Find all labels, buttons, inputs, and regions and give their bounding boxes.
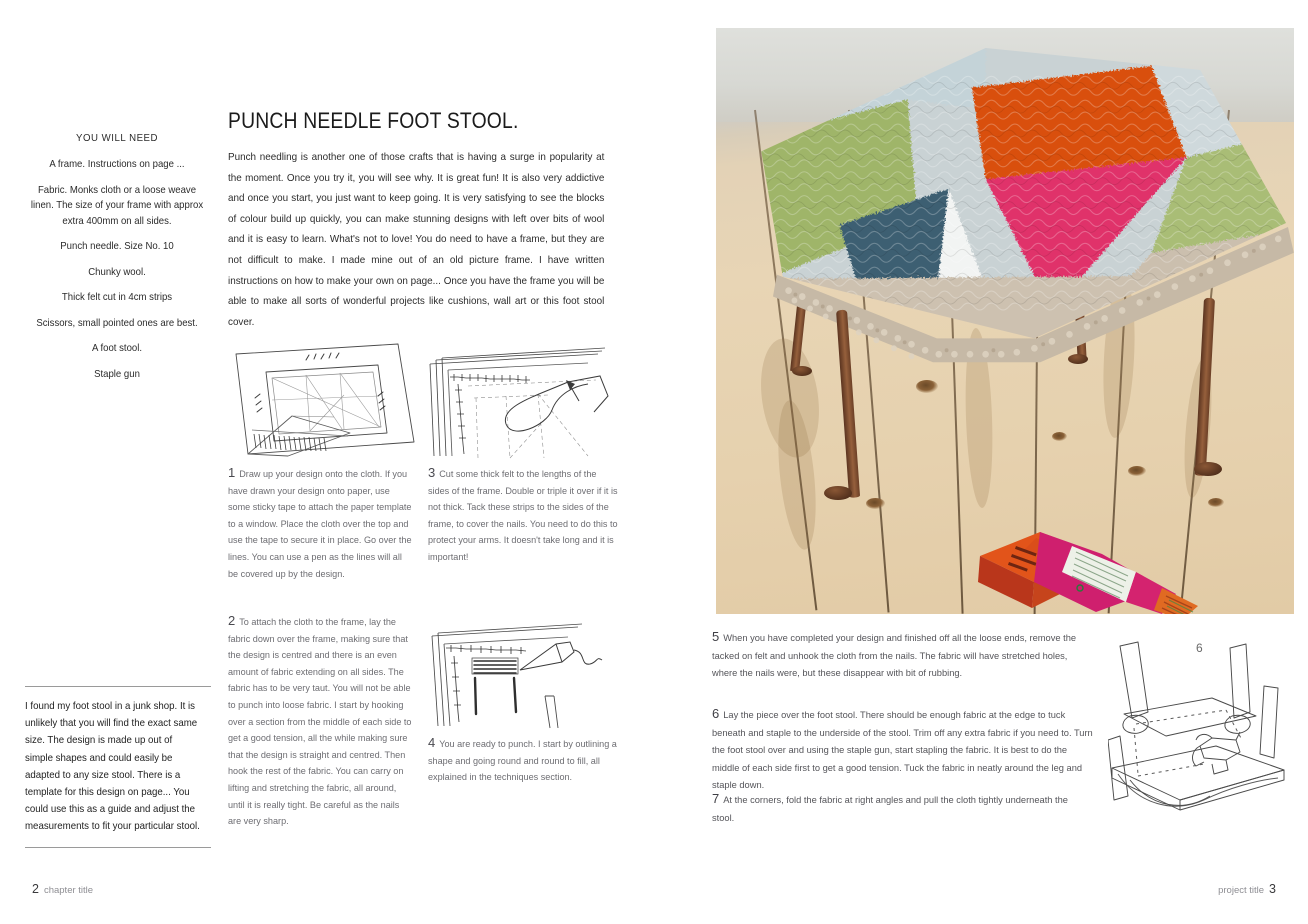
step-text: To attach the cloth to the frame, lay the fabric down over the frame, making sure that the design is centred and there is an even amount of fabric extending on all sides. The fabric has to be very taut. You will not be able to punch into loose fabric. I start by hooking over a section from the middle of each side to get a good tension, all the while making sure that the design is straight and centred. Then hook the rest of the fabric. You can carry on lifting and stretching the fabric, all around, until it is really tight. Be careful as the nails are very sharp.	[228, 617, 412, 827]
personal-note-box	[25, 686, 211, 848]
you-will-need-panel	[22, 132, 212, 392]
need-item: Thick felt cut in 4cm strips	[61, 292, 173, 303]
need-item: Staple gun	[94, 368, 140, 380]
step-number: 7	[712, 791, 720, 806]
article-block	[228, 108, 616, 333]
step-7	[712, 790, 1082, 827]
article-intro: Punch needling is another one of those crafts that is having a surge in popularity at the moment. Once you try it, you will see why. It is great fun! It is also very addictive and once you start, you just want to keep going. It is very satisfying to see the blocks of colour build up quickly, you can make stunning designs with left over bits of wool and it is easy to learn. What's not to love! You do need to have a frame, but they are not difficult to make. I made mine out of an old picture frame. I have written instructions on how to make your own on page... Once you have the frame you will be able to make all sorts of wonderful projects like cushions, wall art or this foot stool cover.	[228, 152, 605, 328]
step-number: 2	[228, 613, 236, 628]
right-page-footer	[1218, 882, 1276, 896]
step-text: Lay the piece over the foot stool. There should be enough fabric at the edge to tuck beneath and staple to the underside of the stool. Trim off any extra fabric if you need to. Turn the foot stool over and using the staple gun, start stapling the fabric. It is best to do the middle of each side first to get a good tension. Tuck the fabric in neatly around the leg and staple down.	[712, 710, 1093, 791]
cloth-over-frame-diagram	[230, 338, 420, 460]
step-2	[228, 613, 414, 830]
step-6	[712, 705, 1095, 795]
step-text: When you have completed your design and finished off all the loose ends, remove the tacked on felt and unhook the cloth from the nails. The fabric will have stretched holes, where the nails were, but these disappear with bit of rubbing.	[712, 633, 1077, 679]
step-number: 6	[712, 706, 720, 721]
need-item: Punch needle. Size No. 10	[60, 241, 174, 252]
step-4	[428, 735, 620, 786]
punch-needle-foot-stool-photo	[716, 28, 1294, 614]
stack-of-books	[976, 510, 1206, 614]
need-item: Scissors, small pointed ones are best.	[36, 317, 198, 329]
right-folio: 3	[1269, 882, 1276, 896]
note-text: I found my foot stool in a junk shop. It is unlikely that you will find the exact same size. The design is made up out of simple shapes and could easily be adapted to any size stool. There is a template for this design on page... You could use this as a guide and adjust the measurements to fit your particular stool.	[25, 701, 200, 833]
need-item: A foot stool.	[91, 343, 143, 354]
left-footer-text: chapter title	[43, 885, 94, 896]
need-item: Chunky wool.	[88, 266, 146, 278]
step-3	[428, 465, 620, 566]
right-footer-text: project title	[1218, 885, 1265, 896]
step-1	[228, 465, 414, 582]
left-page-footer	[32, 882, 93, 896]
frame-corner-hooking-diagram	[428, 338, 620, 460]
step-text: Draw up your design onto the cloth. If you have drawn your design onto paper, use some sticky tape to attach the paper template to a window. Place the cloth over the top and use the tape to secure it in place. Go over the lines. You can use a pen as the lines will all be covered up by the design.	[228, 469, 412, 579]
punch-needle-corner-diagram	[428, 622, 620, 734]
illustration-step-label: 6	[1196, 641, 1203, 655]
need-item: A frame. Instructions on page ...	[49, 159, 185, 170]
step-5	[712, 628, 1095, 683]
upturned-stool-staple-diagram	[1108, 628, 1286, 829]
step-text: You are ready to punch. I start by outlining a shape and going round and round to fill, all explained in the techniques section.	[428, 739, 617, 783]
you-will-need-title: YOU WILL NEED	[76, 132, 158, 144]
step-number: 1	[228, 465, 236, 480]
page-title: PUNCH NEEDLE FOOT STOOL.	[228, 108, 519, 133]
need-item: Fabric. Monks cloth or a loose weave linen. The size of your frame with approx extra 400mm on all sides.	[30, 184, 204, 227]
left-folio: 2	[32, 882, 39, 896]
step-number: 5	[712, 629, 720, 644]
step-number: 4	[428, 735, 436, 750]
step-text: At the corners, fold the fabric at right angles and pull the cloth tightly underneath the stool.	[712, 795, 1068, 823]
step-number: 3	[428, 465, 436, 480]
step-text: Cut some thick felt to the lengths of the sides of the frame. Double or triple it over if it is not thick. Tack these strips to the sides of the frame, to cover the nails. You need to do this to protect your arms. It doesn't take long and it is important!	[428, 469, 618, 562]
